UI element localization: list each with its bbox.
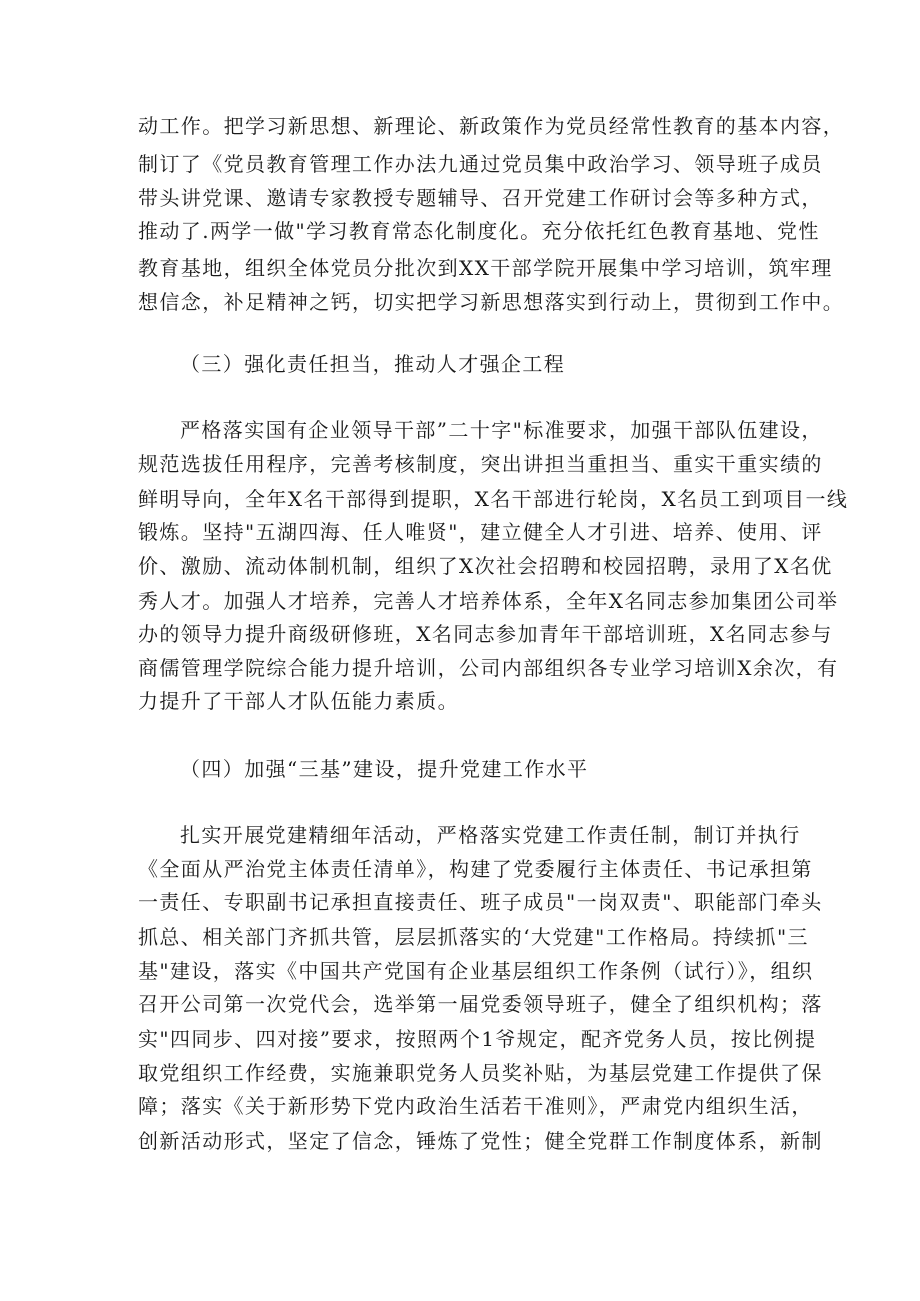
paragraph-line: 推动了.两学一做"学习教育常态化制度化。充分依托红色教育基地、党性 (138, 219, 820, 243)
paragraph-line: 基"建设，落实《中国共产党国有企业基层组织工作条例（试行）》，组织 (138, 959, 814, 983)
paragraph-line: 想信念，补足精神之钙，切实把学习新思想落实到行动上，贯彻到工作中。 (138, 290, 845, 314)
paragraph-line: 制订了《党员教育管理工作办法九通过党员集中政治学习、领导班子成员 (138, 152, 823, 176)
paragraph-line: 锻炼。坚持"五湖四海、任人唯贤"，建立健全人才引进、培养、使用、评 (138, 520, 823, 544)
paragraph-line: 扎实开展党建精细年活动，严格落实党建工作责任制，制订并执行 (180, 823, 801, 847)
paragraph-line: 价、激励、流动体制机制，组织了X次社会招聘和校园招聘，录用了X名优 (138, 554, 833, 578)
paragraph-line: 创新活动形式，坚定了信念，锤炼了党性；健全党群工作制度体系，新制 (138, 1129, 823, 1153)
paragraph-line: 一责任、专职副书记承担直接责任、班子成员"一岗双责"、职能部门牵头 (138, 890, 823, 914)
paragraph-line: 商儒管理学院综合能力提升培训，公司内部组织各专业学习培训X余次，有 (138, 656, 839, 680)
paragraph-line: 召开公司第一次党代会，选举第一届党委领导班子，健全了组织机构；落 (138, 992, 823, 1016)
paragraph-line: 取党组织工作经费，实施兼职党务人员奖补贴，为基层党建工作提供了保 (138, 1061, 823, 1085)
paragraph-line: 抓总、相关部门齐抓共管，层层抓落实的‘大党建"工作格局。持续抓"三 (138, 925, 809, 949)
paragraph-line: 秀人才。加强人才培养，完善人才培养体系，全年X名同志参加集团公司举 (138, 589, 839, 613)
paragraph-line: 鲜明导向，全年X名干部得到提职，X名干部进行轮岗，X名员工到项目一线 (138, 487, 849, 511)
paragraph-line: 《全面从严治党主体责任清单》，构建了党委履行主体责任、书记承担第 (138, 857, 813, 881)
paragraph-line: 带头讲党课、邀请专家教授专题辅导、召开党建工作研讨会等多种方式， (138, 186, 823, 210)
paragraph-line: 实"四同步、四对接”要求，按照两个1爷规定，配齐党务人员，按比例提 (138, 1027, 817, 1051)
paragraph-line: 规范选拔任用程序，完善考核制度，突出讲担当重担当、重实干重实绩的 (138, 452, 823, 476)
paragraph-line: 严格落实国有企业领导干部”二十字"标准要求，加强干部队伍建设， (180, 418, 823, 442)
section-heading-4: （四）加强“三基”建设，提升党建工作水平 (180, 757, 589, 781)
paragraph-line: 教育基地，组织全体党员分批次到XX干部学院开展集中学习培训，筑牢理 (138, 256, 833, 280)
paragraph-line: 动工作。把学习新思想、新理论、新政策作为党员经常性教育的基本内容， (138, 114, 845, 138)
paragraph-line: 障；落实《关于新形势下党内政治生活若干准则》，严肃党内组织生活， (138, 1094, 813, 1118)
paragraph-line: 力提升了干部人才队伍能力素质。 (138, 689, 459, 713)
section-heading-3: （三）强化责任担当，推动人才强企工程 (180, 352, 566, 376)
paragraph-line: 办的领导力提升商级研修班，X名同志参加青年干部培训班，X名同志参与 (138, 622, 833, 646)
